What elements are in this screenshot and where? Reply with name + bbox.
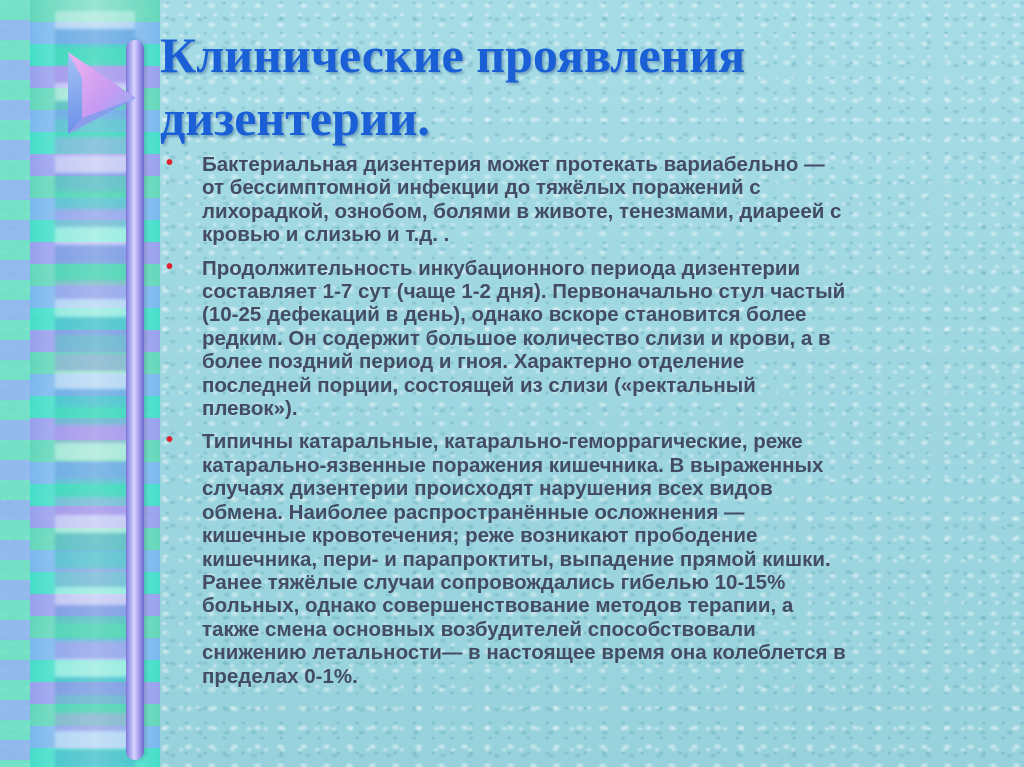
bullet-line: составляет 1-7 сут (чаще 1-2 дня). Первоначально стул частый [202,280,846,304]
bullet-line: пределах 0-1%. [202,664,358,688]
bullet-line: Бактериальная дизентерия может протекать вариабельно — [202,153,825,176]
bullet-dot-icon: • [166,255,174,278]
bullet-line: последней порции, состоящей из слизи («ректальный [202,373,756,397]
decorative-vertical-rod [126,40,144,760]
decorative-left-band [0,0,160,767]
bullet-line: катарально-язвенные поражения кишечника. В выраженных [202,453,824,477]
bullet-line: Ранее тяжёлые случаи сопровождались гибелью 10-15% [202,570,786,594]
slide-title-line-2: дизентерии. [160,90,430,146]
play-triangle-icon [62,48,142,138]
bullet-line: больных, однако совершенствование методов терапии, а [202,594,794,618]
bullet-line: случаях дизентерии происходят нарушения всех видов [202,477,773,501]
bullet-line: более поздний период и гноя. Характерно отделение [202,350,745,374]
decorative-edge-stripe [0,0,32,767]
bullet-item [166,153,1012,247]
slide-title-line-1: Клинические проявления [160,27,746,83]
bullet-line: снижению летальности— в настоящее время она колеблется в [202,641,846,665]
bullet-line: Типичны катаральные, катарально-геморрагические, реже [202,430,803,454]
bullet-line: обмена. Наиболее распространённые осложнения — [202,500,745,524]
bullet-dot-icon: • [166,429,174,452]
bullet-line: кишечные кровотечения; реже возникают прободение [202,524,758,548]
bullet-line: кровью и слизью и т.д. . [202,223,450,247]
bullet-line: кишечника, пери- и парапроктиты, выпадение прямой кишки. [202,547,831,571]
bullet-line: Продолжительность инкубационного периода дизентерии [202,256,801,280]
bullet-line: редким. Он содержит большое количество слизи и крови, а в [202,326,831,350]
bullet-line: плевок»). [202,397,298,421]
bullet-item [166,257,1012,421]
bullet-line: также смена основных возбудителей способствовали [202,617,756,641]
bullet-dot-icon: • [166,152,174,174]
slide-title [160,24,980,150]
bullet-line: (10-25 дефекаций в день), однако вскоре становится более [202,303,807,327]
bullet-line: от бессимптомной инфекции до тяжёлых поражений с [202,176,761,200]
bullet-line: лихорадкой, ознобом, болями в животе, тенезмами, диареей с [202,199,842,223]
bullet-item [166,430,1012,687]
bullet-list [166,153,1012,698]
